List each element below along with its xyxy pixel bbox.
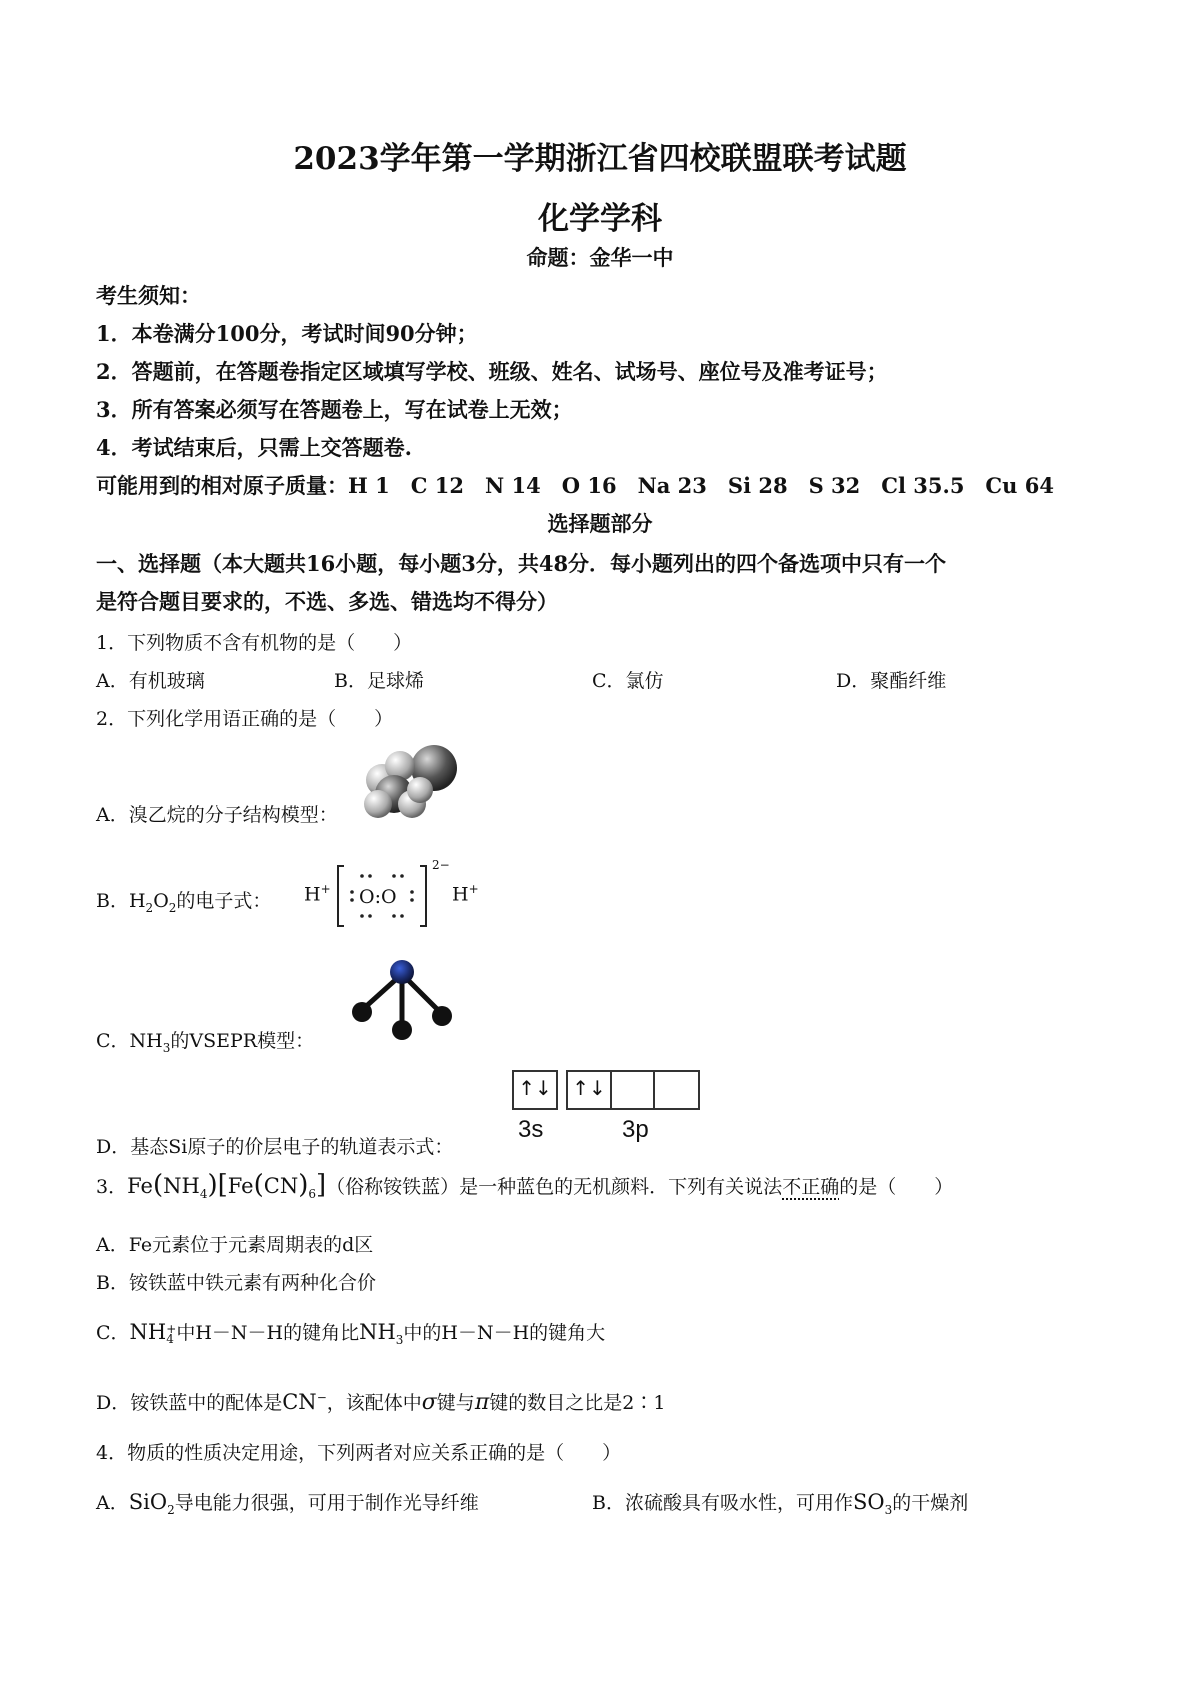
- q2-b-sub1: 2: [145, 900, 154, 915]
- q2-option-b: [96, 886, 271, 915]
- h-left: H: [304, 883, 321, 906]
- q1-option-c: C．氯仿: [592, 670, 664, 692]
- q3-fe: Fe: [127, 1174, 153, 1198]
- q2-option-c: [96, 1026, 314, 1055]
- q4-option-b: [592, 1488, 968, 1517]
- orbital-3s-box: [512, 1070, 558, 1110]
- q3-d-end: 键的数目之比是2∶1: [489, 1392, 666, 1414]
- section-instructions-1: 一、选择题（本大题共16小题，每小题3分，共48分．每小题列出的四个备选项中只有一个: [96, 551, 947, 576]
- q3-option-a: A．Fe元素位于元素周期表的d区: [96, 1234, 374, 1256]
- notice-heading: 考生须知：: [96, 283, 201, 308]
- q2-b-text: 的电子式：: [176, 890, 272, 912]
- orbital-3p: [566, 1070, 696, 1110]
- electron-formula-h-left: [304, 882, 331, 905]
- q4-b-text: B．浓硫酸具有吸水性，可用作: [592, 1492, 853, 1514]
- orbital-3p-cell-3: [654, 1072, 696, 1108]
- q3-c-label: C．: [96, 1322, 130, 1344]
- orbital-3p-cell-2: [611, 1072, 655, 1108]
- q4-b-end: 的干燥剂: [892, 1492, 969, 1514]
- subject-title: 化学学科: [538, 201, 662, 237]
- q3-c-nh: NH: [129, 1320, 167, 1344]
- q3-c-nh3: NH: [359, 1320, 396, 1344]
- q3-stem-emphasis: 不正确: [782, 1176, 840, 1198]
- q4-a-text: 导电能力很强，可用于制作光导纤维: [174, 1492, 479, 1514]
- orbital-3p-label: 3p: [622, 1116, 649, 1143]
- vsepr-model-image: [350, 956, 460, 1042]
- orbital-3s-label: 3s: [518, 1116, 544, 1143]
- orbital-3p-box: [566, 1070, 700, 1110]
- q2-stem: 2．下列化学用语正确的是（ ）: [96, 708, 394, 730]
- q1-option-b: B．足球烯: [334, 670, 424, 692]
- q3-d-sup: −: [316, 1390, 327, 1405]
- q2-c-formula: NH: [129, 1030, 163, 1052]
- q3-nh: NH: [163, 1174, 200, 1198]
- orbital-3s-arrows: ↑↓: [518, 1076, 552, 1100]
- q2-c-label: C．: [96, 1030, 130, 1052]
- q3-d-mid2: 键与: [436, 1392, 475, 1414]
- q3-number: 3．: [96, 1176, 128, 1198]
- q4-a-label: A．: [96, 1492, 129, 1514]
- q3-c-end: 中的H－N－H的键角大: [403, 1322, 606, 1344]
- q3-c-sub3: 3: [395, 1332, 404, 1347]
- q3-c-sup: +: [166, 1322, 177, 1336]
- q3-sub6: 6: [308, 1186, 317, 1201]
- q2-c-text: 的VSEPR模型：: [170, 1030, 315, 1052]
- q2-b-sub2: 2: [168, 900, 177, 915]
- q3-sub4: 4: [199, 1186, 208, 1201]
- q3-d-mid: ，该配体中: [326, 1392, 422, 1414]
- notice-item-3: 3．所有答案必须写在答题卷上，写在试卷上无效；: [96, 397, 573, 422]
- notice-item-2: 2．答题前，在答题卷指定区域填写学校、班级、姓名、试场号、座位号及准考证号；: [96, 359, 888, 384]
- q4-stem: 4．物质的性质决定用途，下列两者对应关系正确的是（ ）: [96, 1442, 622, 1464]
- q4-a-sub: 2: [167, 1502, 175, 1517]
- q3-stem: 3．$Fe(NH_4)[Fe(CN)_6]$（俗称铵铁蓝）是一种蓝色的无机颜料．下列有关说法不正确的是（ ）: [96, 1170, 954, 1201]
- q2-b-formula-o: O: [153, 890, 169, 912]
- orbital-3p-cell-1: [568, 1072, 612, 1108]
- bromoethane-model-image: [360, 742, 460, 832]
- q3-d-sigma: σ: [421, 1390, 437, 1415]
- atomic-masses: 可能用到的相对原子质量：H 1 C 12 N 14 O 16 Na 23 Si 28 S 32 Cl 35.5 Cu 64: [96, 473, 1054, 498]
- q3-stem-end: 的是（ ）: [839, 1176, 954, 1198]
- q2-b-label: B．: [96, 890, 129, 912]
- section-title: 选择题部分: [547, 511, 653, 536]
- h-right: H: [452, 883, 469, 906]
- notice-item-4: 4．考试结束后，只需上交答题卷.: [96, 435, 412, 460]
- q3-option-d: [96, 1388, 665, 1415]
- q3-cn: CN: [263, 1174, 299, 1198]
- q1-option-d: D．聚酯纤维: [836, 670, 947, 692]
- q2-option-a: A．溴乙烷的分子结构模型：: [96, 804, 338, 826]
- q4-option-a: [96, 1488, 479, 1517]
- q3-c-mid: 中H－N－H的键角比: [176, 1322, 360, 1344]
- q3-option-b: B．铵铁蓝中铁元素有两种化合价: [96, 1272, 376, 1294]
- notice-item-1: 1．本卷满分100分，考试时间90分钟；: [96, 321, 478, 346]
- q3-c-sub: 4: [166, 1332, 174, 1346]
- q4-b-formula: SO: [852, 1490, 885, 1514]
- orbital-3p-arrows: ↑↓: [572, 1076, 606, 1100]
- q4-a-formula: SiO: [128, 1490, 168, 1514]
- q4-b-sub: 3: [884, 1502, 893, 1517]
- q2-c-sub: 3: [162, 1040, 171, 1055]
- orbital-3s: [512, 1070, 554, 1110]
- electron-formula-charge: 2−: [432, 858, 450, 872]
- q3-stem-text: （俗称铵铁蓝）是一种蓝色的无机颜料．下列有关说法: [326, 1176, 783, 1198]
- author-line: 命题：金华一中: [526, 245, 674, 270]
- exam-title: 2023学年第一学期浙江省四校联盟联考试题: [293, 141, 907, 177]
- q2-b-formula-h: H: [128, 890, 146, 912]
- electron-formula-h-right: [452, 882, 479, 905]
- q3-fe2: Fe: [227, 1174, 254, 1198]
- q3-d-cn: CN: [282, 1390, 317, 1414]
- h-right-plus: +: [468, 882, 479, 896]
- q3-d-prefix: D．铵铁蓝中的配体是: [96, 1392, 283, 1414]
- section-instructions-2: 是符合题目要求的，不选、多选、错选均不得分）: [96, 589, 558, 614]
- h-left-plus: +: [320, 882, 331, 896]
- q1-stem: 1．下列物质不含有机物的是（ ）: [96, 632, 413, 654]
- q1-option-a: A．有机玻璃: [96, 670, 205, 692]
- q2-option-d: D．基态Si原子的价层电子的轨道表示式：: [96, 1136, 454, 1158]
- electron-formula-oo: O:O: [359, 886, 397, 908]
- q3-d-pi: π: [474, 1390, 490, 1415]
- q3-option-c: [96, 1318, 605, 1347]
